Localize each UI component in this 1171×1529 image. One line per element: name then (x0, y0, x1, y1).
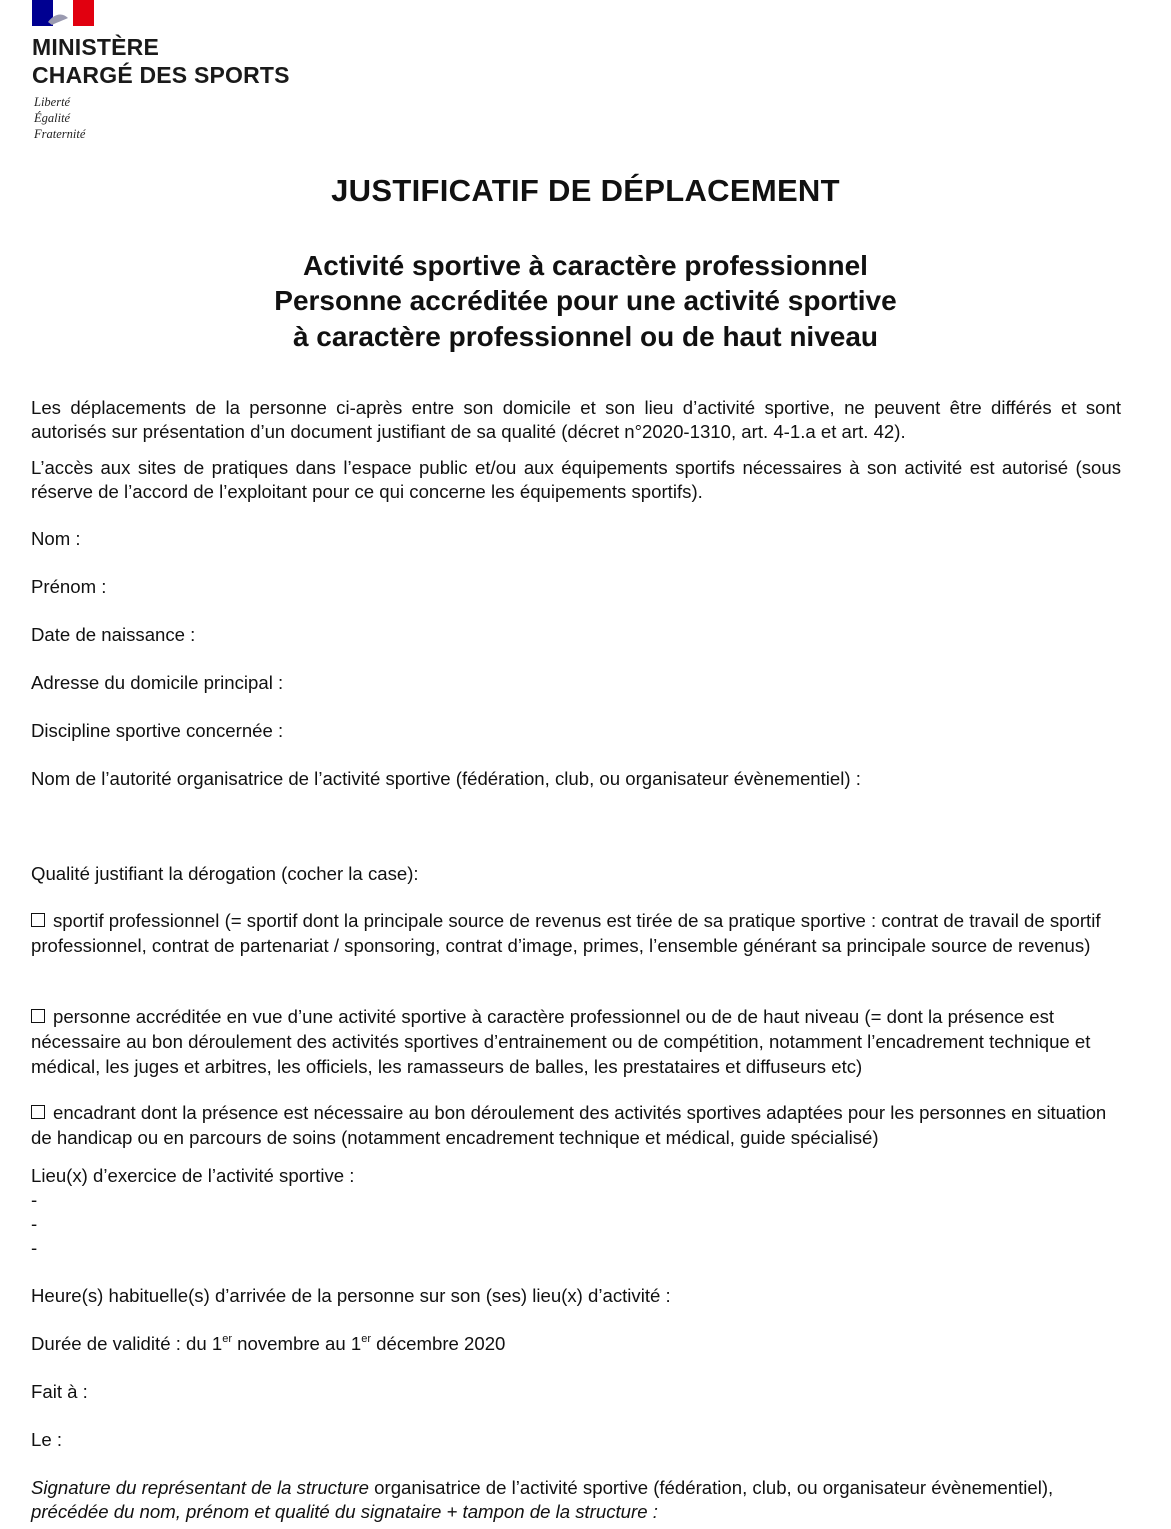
fait-a-label: Fait à : (31, 1381, 88, 1402)
logo-charge-des-sports: CHARGÉ DES SPORTS (32, 62, 290, 88)
checkbox-personne-accreditee[interactable] (31, 1009, 45, 1023)
subtitle-line-1: Activité sportive à caractère professionnel (303, 250, 868, 281)
option-sportif-professionnel (31, 908, 1123, 958)
subtitle-line-2: Personne accréditée pour une activité sportive (274, 285, 897, 316)
option-encadrant (31, 1100, 1123, 1150)
field-prenom-label: Prénom : (31, 576, 107, 597)
heures-label: Heure(s) habituelle(s) d’arrivée de la personne sur son (ses) lieu(x) d’activité : (31, 1285, 671, 1306)
document-title: JUSTIFICATIF DE DÉPLACEMENT (331, 173, 840, 208)
duree-middle: novembre au 1 (232, 1333, 362, 1354)
lieux-label: Lieu(x) d’exercice de l’activité sportive : (31, 1165, 355, 1186)
lieux-item: - (31, 1213, 38, 1234)
intro-paragraph-1: Les déplacements de la personne ci-après entre son domicile et son lieu d’activité sportive, ne peuvent être différés et sont autorisés sur présentation d’un document justifiant de sa qualité (décret n°2020-1310, art. 4-1.a et art. 42). (31, 397, 1121, 442)
signature-instructions (31, 1476, 1121, 1524)
le-label: Le : (31, 1429, 63, 1450)
field-autorite-label: Nom de l’autorité organisatrice de l’activité sportive (fédération, club, ou organisateur évènementiel) : (31, 768, 861, 789)
field-adresse-label: Adresse du domicile principal : (31, 672, 284, 693)
logo-ministere: MINISTÈRE (32, 34, 160, 60)
duree-prefix: Durée de validité : du 1 (31, 1333, 223, 1354)
duree-sup-2: er (361, 1333, 371, 1345)
motto-liberte: Liberté (34, 95, 71, 109)
signature-normal-1: organisatrice de l’activité sportive (fédération, club, ou organisateur évènementiel), (369, 1477, 1054, 1498)
option-text: personne accréditée en vue d’une activité sportive à caractère professionnel ou de de haut niveau (= dont la présence est nécessaire au bon déroulement des activités sportives d’entrainement ou de compétition, notamment l’encadrement technique et médical, les juges et arbitres, les officiels, les ramasseurs de balles, les prestataires et diffuseurs etc) (31, 1006, 1091, 1077)
marianne-flag-icon (32, 0, 94, 26)
motto-fraternite: Fraternité (34, 127, 86, 141)
option-text: encadrant dont la présence est nécessaire au bon déroulement des activités sportives adaptées pour les personnes en situation de handicap ou en parcours de soins (notamment encadrement technique et médical, guide spécialisé) (31, 1102, 1107, 1148)
lieux-item: - (31, 1237, 38, 1258)
intro-paragraph-2: L’accès aux sites de pratiques dans l’espace public et/ou aux équipements sportifs nécessaires à son activité est autorisé (sous réserve de l’accord de l’exploitant pour ce qui concerne les équipements sportifs). (31, 457, 1121, 502)
option-personne-accreditee (31, 1004, 1123, 1079)
field-nom-label: Nom : (31, 528, 81, 549)
checkbox-sportif-professionnel[interactable] (31, 913, 45, 927)
signature-italic-2: précédée du nom, prénom et qualité du signataire + tampon de la structure : (31, 1501, 658, 1522)
option-text: sportif professionnel (= sportif dont la principale source de revenus est tirée de sa pratique sportive : contrat de travail de sportif professionnel, contrat de partenariat / sponsoring, contrat d’image, primes, l’ensemble générant sa principale source de revenus) (31, 910, 1101, 956)
signature-italic-1: Signature du représentant de la structure (31, 1477, 369, 1498)
motto-egalite: Égalité (34, 111, 71, 125)
duree-sup-1: er (222, 1333, 233, 1345)
field-naissance-label: Date de naissance : (31, 624, 196, 645)
checkbox-encadrant[interactable] (31, 1105, 45, 1119)
qualite-label: Qualité justifiant la dérogation (cocher la case): (31, 863, 419, 884)
field-discipline-label: Discipline sportive concernée : (31, 720, 284, 741)
subtitle-line-3: à caractère professionnel ou de haut niveau (292, 321, 879, 352)
lieux-item: - (31, 1189, 38, 1210)
duree-suffix: décembre 2020 (371, 1333, 506, 1354)
duree-validite (31, 1333, 505, 1355)
